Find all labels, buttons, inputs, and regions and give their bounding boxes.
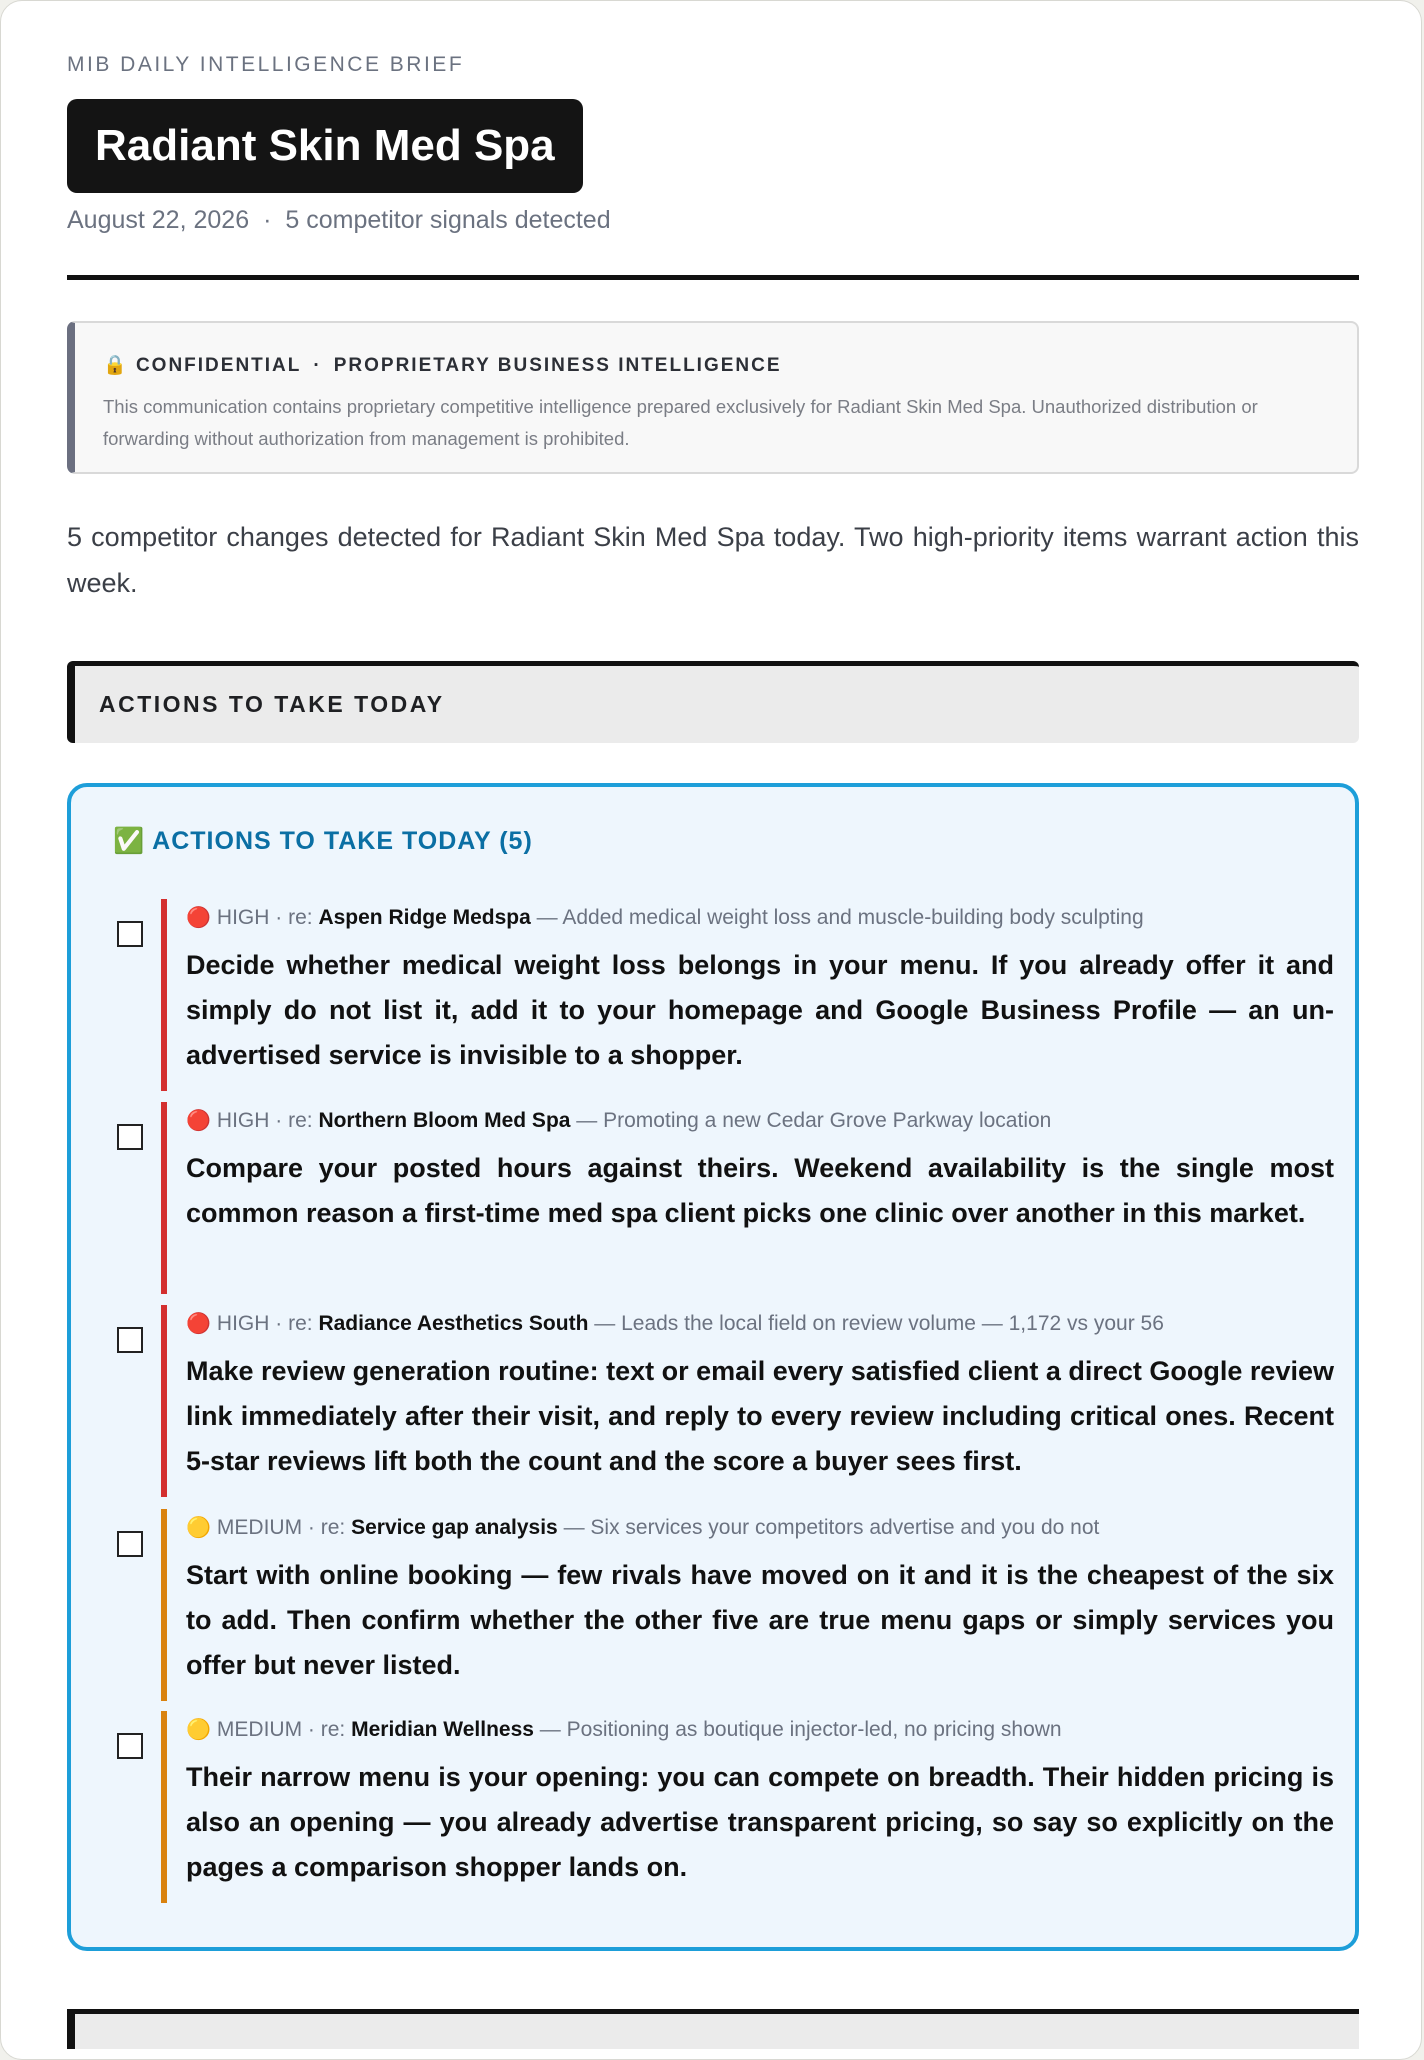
action-content [186, 1715, 1334, 1890]
priority-label: HIGH [216, 1109, 270, 1132]
header-divider [67, 275, 1359, 280]
confidential-heading [103, 353, 1331, 377]
action-recommendation: Their narrow menu is your opening: you can compete on breadth. Their hidden pricing is also an opening — you already advertise transparent pricing, so say so explicitly on the pages a comparison shopper lands on. [186, 1762, 1334, 1882]
action-meta [186, 1513, 1334, 1543]
action-meta [186, 1309, 1334, 1339]
action-meta [186, 903, 1334, 933]
proprietary-label: PROPRIETARY BUSINESS INTELLIGENCE [333, 355, 782, 376]
confidential-separator: · [313, 355, 322, 376]
competitor-name: Aspen Ridge Medspa [318, 906, 531, 929]
action-recommendation: Make review generation routine: text or email every satisfied client a direct Google review link immediately after their visit, and reply to every review including critical ones. Recent 5-star reviews lift both the count and the score a buyer sees first. [186, 1356, 1334, 1476]
brief-eyebrow: MIB DAILY INTELLIGENCE BRIEF [67, 53, 465, 76]
lock-icon: 🔒 [103, 355, 129, 376]
action-recommendation: Decide whether medical weight loss belongs in your menu. If you already offer it and simply do not list it, add it to your homepage and Google Business Profile — an unadvertised service is invisible to a shopper. [186, 950, 1334, 1070]
priority-dot-icon: 🔴 [186, 1313, 211, 1335]
priority-bar [161, 1102, 167, 1294]
priority-bar [161, 899, 167, 1091]
signal-note: — Six services your competitors advertise and you do not [563, 1516, 1100, 1539]
re-label: · re: [307, 1516, 346, 1539]
re-label: · re: [275, 906, 313, 929]
priority-dot-icon: 🔴 [186, 1110, 211, 1132]
brief-subline [67, 206, 611, 235]
action-content [186, 1513, 1334, 1688]
action-recommendation: Compare your posted hours against theirs. Weekend availability is the single most common reason a first-time med spa client picks one clinic over another in this market. [186, 1153, 1334, 1228]
signal-count: 5 competitor signals detected [285, 206, 611, 234]
action-content [186, 903, 1334, 1078]
competitor-name: Meridian Wellness [351, 1718, 534, 1741]
check-mark-icon: ✅ [113, 827, 146, 855]
confidential-label: CONFIDENTIAL [135, 355, 302, 376]
re-label: · re: [275, 1312, 313, 1335]
action-meta [186, 1106, 1334, 1136]
signal-note: — Leads the local field on review volume — 1,172 vs your 56 [594, 1312, 1164, 1335]
priority-dot-icon: 🟡 [186, 1517, 211, 1539]
action-meta [186, 1715, 1334, 1745]
action-checkbox[interactable] [117, 1124, 143, 1150]
priority-bar [161, 1711, 167, 1903]
action-recommendation: Start with online booking — few rivals have moved on it and it is the cheapest of the six to add. Then confirm whether the other five are true menu gaps or simply services you offer but never listed. [186, 1560, 1334, 1680]
priority-label: HIGH [216, 1312, 270, 1335]
re-label: · re: [275, 1109, 313, 1132]
action-checkbox[interactable] [117, 1327, 143, 1353]
priority-label: HIGH [216, 906, 270, 929]
brief-date: August 22, 2026 [67, 206, 250, 234]
action-checkbox[interactable] [117, 1733, 143, 1759]
signal-note: — Positioning as boutique injector-led, no pricing shown [539, 1718, 1062, 1741]
competitor-name: Service gap analysis [351, 1516, 558, 1539]
priority-dot-icon: 🔴 [186, 907, 211, 929]
subline-separator: · [263, 206, 272, 234]
intro-summary: 5 competitor changes detected for Radiant Skin Med Spa today. Two high-priority items warrant action this week. [67, 522, 1359, 598]
signal-note: — Added medical weight loss and muscle-building body sculpting [536, 906, 1144, 929]
actions-title-label: ACTIONS TO TAKE TODAY (5) [152, 827, 533, 855]
action-content [186, 1309, 1334, 1484]
priority-dot-icon: 🟡 [186, 1719, 211, 1741]
action-checkbox[interactable] [117, 1531, 143, 1557]
competitor-name: Radiance Aesthetics South [318, 1312, 589, 1335]
signal-note: — Promoting a new Cedar Grove Parkway location [576, 1109, 1052, 1132]
priority-bar [161, 1509, 167, 1701]
confidential-body: This communication contains proprietary competitive intelligence prepared exclusively for Radiant Skin Med Spa. Unauthorized distribution or forwarding without authorization from management is prohibited. [103, 396, 1258, 449]
priority-label: MEDIUM [216, 1516, 303, 1539]
actions-panel-title [113, 827, 533, 856]
business-title: Radiant Skin Med Spa [67, 99, 583, 193]
action-checkbox[interactable] [117, 921, 143, 947]
section-header-actions: ACTIONS TO TAKE TODAY [67, 661, 1359, 743]
re-label: · re: [307, 1718, 346, 1741]
actions-panel [67, 783, 1359, 1951]
action-content [186, 1106, 1334, 1236]
confidential-notice [67, 321, 1359, 474]
next-section-header [67, 2009, 1359, 2049]
priority-bar [161, 1305, 167, 1497]
competitor-name: Northern Bloom Med Spa [318, 1109, 571, 1132]
priority-label: MEDIUM [216, 1718, 303, 1741]
